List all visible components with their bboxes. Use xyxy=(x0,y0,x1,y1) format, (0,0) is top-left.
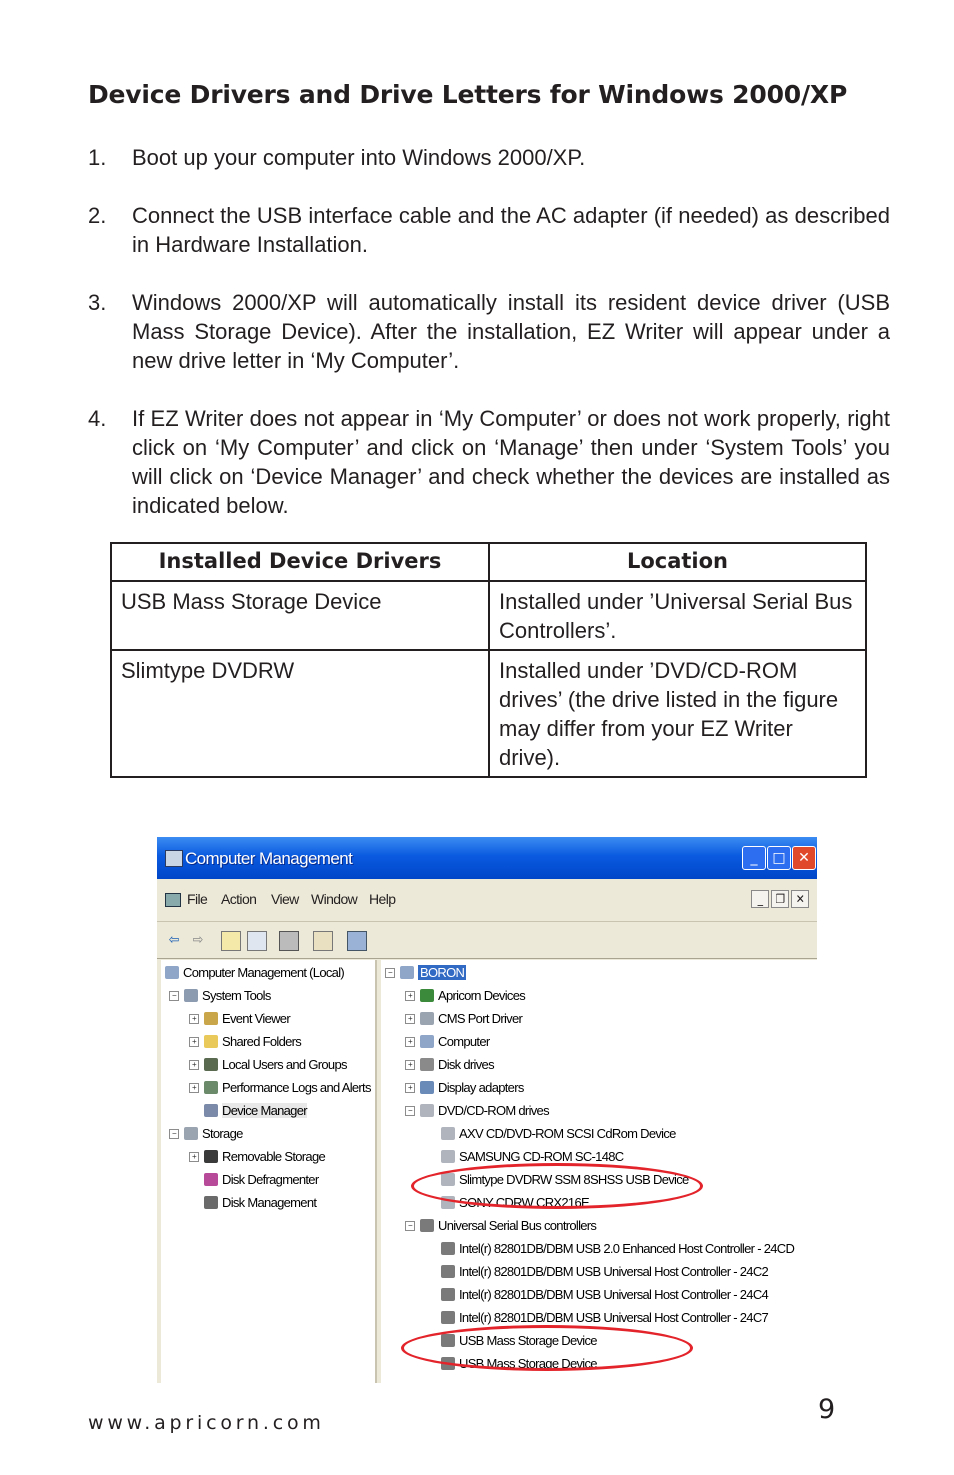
collapse-icon[interactable]: − xyxy=(169,1129,179,1139)
mdi-close-button[interactable]: ✕ xyxy=(791,890,809,908)
page-number: 9 xyxy=(818,1394,836,1425)
event-viewer-icon xyxy=(204,1012,218,1025)
header-installed-drivers: Installed Device Drivers xyxy=(111,543,489,581)
menu-action[interactable]: Action xyxy=(221,891,257,907)
menu-help[interactable]: Help xyxy=(369,891,396,907)
tree-node[interactable]: + Display adapters xyxy=(405,1080,524,1096)
usb-icon xyxy=(441,1311,455,1324)
removable-storage-icon xyxy=(204,1150,218,1163)
close-button[interactable]: ✕ xyxy=(792,846,816,870)
device-manager-icon xyxy=(204,1104,218,1117)
footer-url: www.apricorn.com xyxy=(88,1412,325,1434)
show-hide-tree-icon[interactable] xyxy=(247,931,267,951)
collapse-icon[interactable]: − xyxy=(405,1221,415,1231)
disk-icon xyxy=(420,1058,434,1071)
step-text: Windows 2000/XP will automatically install its resident device driver (USB Mass Storage Device). After the installation, EZ Writer will appear under a new drive letter in ‘My Computer’. xyxy=(132,290,890,373)
expand-icon[interactable]: + xyxy=(405,1060,415,1070)
tree-node[interactable]: + Removable Storage xyxy=(189,1149,325,1165)
help-icon[interactable] xyxy=(313,931,333,951)
collapse-icon[interactable]: − xyxy=(169,991,179,1001)
tree-node[interactable]: Computer Management (Local) xyxy=(165,965,344,981)
expand-icon[interactable]: + xyxy=(405,1037,415,1047)
expand-icon[interactable]: + xyxy=(405,1083,415,1093)
step-1 xyxy=(88,143,890,172)
toolbar xyxy=(157,922,817,959)
instruction-steps xyxy=(88,143,890,549)
step-number: 2. xyxy=(88,203,107,228)
tree-node[interactable]: + Computer xyxy=(405,1034,489,1050)
disk-management-icon xyxy=(204,1196,218,1209)
expand-icon[interactable]: + xyxy=(189,1083,199,1093)
forward-icon[interactable]: ⇨ xyxy=(192,932,204,948)
mdi-minimize-button[interactable]: _ xyxy=(751,890,769,908)
table-row xyxy=(111,650,866,777)
collapse-icon[interactable]: − xyxy=(405,1106,415,1116)
users-icon xyxy=(204,1058,218,1071)
step-number: 3. xyxy=(88,290,107,315)
table-header-row xyxy=(111,543,866,581)
tree-node[interactable]: + Performance Logs and Alerts xyxy=(189,1080,371,1096)
maximize-button[interactable]: □ xyxy=(767,846,791,870)
expand-icon[interactable]: + xyxy=(405,1014,415,1024)
tree-node[interactable]: − BORON xyxy=(385,965,466,981)
system-tools-icon xyxy=(184,989,198,1002)
menu-view[interactable]: View xyxy=(271,891,299,907)
driver-name-cell: USB Mass Storage Device xyxy=(111,581,489,650)
location-cell: Installed under ’Universal Serial Bus Controllers’. xyxy=(489,581,866,650)
step-text: Connect the USB interface cable and the AC adapter (if needed) as described in Hardware Installation. xyxy=(132,203,890,257)
expand-icon[interactable]: + xyxy=(189,1014,199,1024)
mdi-restore-button[interactable]: ❐ xyxy=(771,890,789,908)
tree-node[interactable]: − Storage xyxy=(169,1126,243,1142)
tree-node[interactable]: + Apricorn Devices xyxy=(405,988,525,1004)
back-icon[interactable]: ⇦ xyxy=(168,932,180,948)
computer-management-icon xyxy=(165,966,179,979)
menu-bar xyxy=(157,879,817,922)
defrag-icon xyxy=(204,1173,218,1186)
up-folder-icon[interactable] xyxy=(221,931,241,951)
device-icon xyxy=(420,989,434,1002)
tree-node[interactable]: Slimtype DVDRW SSM 8SHSS USB Device xyxy=(441,1172,689,1188)
page-title: Device Drivers and Drive Letters for Windows 2000/XP xyxy=(88,80,848,109)
tree-node[interactable]: Intel(r) 82801DB/DBM USB Universal Host Controller - 24C2 xyxy=(441,1264,768,1280)
tree-node[interactable]: + Shared Folders xyxy=(189,1034,301,1050)
cdrom-icon xyxy=(441,1127,455,1140)
computer-management-icon xyxy=(165,850,183,867)
highlight-ellipse-usb-storage xyxy=(401,1325,693,1371)
performance-icon xyxy=(204,1081,218,1094)
tree-node[interactable]: Disk Management xyxy=(204,1195,316,1211)
expand-icon[interactable]: + xyxy=(189,1152,199,1162)
storage-icon xyxy=(184,1127,198,1140)
print-icon[interactable] xyxy=(279,931,299,951)
tree-node[interactable]: USB Mass Storage Device xyxy=(441,1333,597,1349)
usb-icon xyxy=(441,1242,455,1255)
tree-node[interactable]: Intel(r) 82801DB/DBM USB Universal Host Controller - 24C7 xyxy=(441,1310,768,1326)
computer-icon xyxy=(400,966,414,979)
highlight-ellipse-dvdrw xyxy=(411,1163,703,1209)
display-icon xyxy=(420,1081,434,1094)
tree-node[interactable]: SONY CDRW CRX216E xyxy=(441,1195,589,1211)
expand-icon[interactable]: + xyxy=(189,1060,199,1070)
step-3 xyxy=(88,288,890,375)
tree-node[interactable]: − System Tools xyxy=(169,988,271,1004)
menu-window[interactable]: Window xyxy=(311,891,358,907)
device-list-pane xyxy=(381,960,817,1383)
collapse-icon[interactable]: − xyxy=(385,968,395,978)
cdrom-icon xyxy=(420,1104,434,1117)
tree-node[interactable]: + Disk drives xyxy=(405,1057,494,1073)
step-text: Boot up your computer into Windows 2000/XP. xyxy=(132,145,586,170)
tree-node[interactable]: − DVD/CD-ROM drives xyxy=(405,1103,549,1119)
minimize-button[interactable]: _ xyxy=(742,846,766,870)
tree-node[interactable]: + Event Viewer xyxy=(189,1011,290,1027)
properties-icon[interactable] xyxy=(347,931,367,951)
shared-folders-icon xyxy=(204,1035,218,1048)
step-number: 1. xyxy=(88,145,107,170)
tree-node[interactable]: − Universal Serial Bus controllers xyxy=(405,1218,596,1234)
header-location: Location xyxy=(489,543,866,581)
tree-node[interactable]: AXV CD/DVD-ROM SCSI CdRom Device xyxy=(441,1126,676,1142)
drivers-table xyxy=(110,542,867,778)
usb-icon xyxy=(441,1265,455,1278)
computer-management-screenshot xyxy=(157,837,817,1383)
tree-node[interactable]: Disk Defragmenter xyxy=(204,1172,318,1188)
menu-file[interactable]: File xyxy=(187,891,208,907)
step-text: If EZ Writer does not appear in ‘My Computer’ or does not work properly, right click on ‘My Computer’ and click on ‘Manage’ then under ‘System Tools’ you will click on ‘Device Manager’ and check whether the devices are installed as indicated below. xyxy=(132,406,890,518)
console-tree-pane xyxy=(161,960,377,1383)
tree-node[interactable]: + Local Users and Groups xyxy=(189,1057,347,1073)
expand-icon[interactable]: + xyxy=(405,991,415,1001)
mdi-controls xyxy=(749,890,809,908)
step-2 xyxy=(88,201,890,259)
window-title: Computer Management xyxy=(185,849,353,868)
computer-icon xyxy=(420,1035,434,1048)
expand-icon[interactable]: + xyxy=(189,1037,199,1047)
window-titlebar xyxy=(157,837,817,879)
tree-node[interactable]: Device Manager xyxy=(204,1103,307,1119)
tree-node[interactable]: Intel(r) 82801DB/DBM USB 2.0 Enhanced Host Controller - 24CD xyxy=(441,1241,794,1257)
tree-node[interactable]: USB Mass Storage Device xyxy=(441,1356,597,1372)
table-row xyxy=(111,581,866,650)
usb-icon xyxy=(441,1288,455,1301)
tree-node[interactable]: Intel(r) 82801DB/DBM USB Universal Host Controller - 24C4 xyxy=(441,1287,768,1303)
step-4 xyxy=(88,404,890,520)
tree-node[interactable]: + CMS Port Driver xyxy=(405,1011,522,1027)
port-icon xyxy=(420,1012,434,1025)
driver-name-cell: Slimtype DVDRW xyxy=(111,650,489,777)
tree-node[interactable]: SAMSUNG CD-ROM SC-148C xyxy=(441,1149,623,1165)
usb-icon xyxy=(420,1219,434,1232)
cdrom-icon xyxy=(441,1150,455,1163)
step-number: 4. xyxy=(88,406,107,431)
location-cell: Installed under ’DVD/CD-ROM drives’ (the drive listed in the figure may differ from your EZ Writer drive). xyxy=(489,650,866,777)
app-menu-icon[interactable] xyxy=(165,893,181,907)
